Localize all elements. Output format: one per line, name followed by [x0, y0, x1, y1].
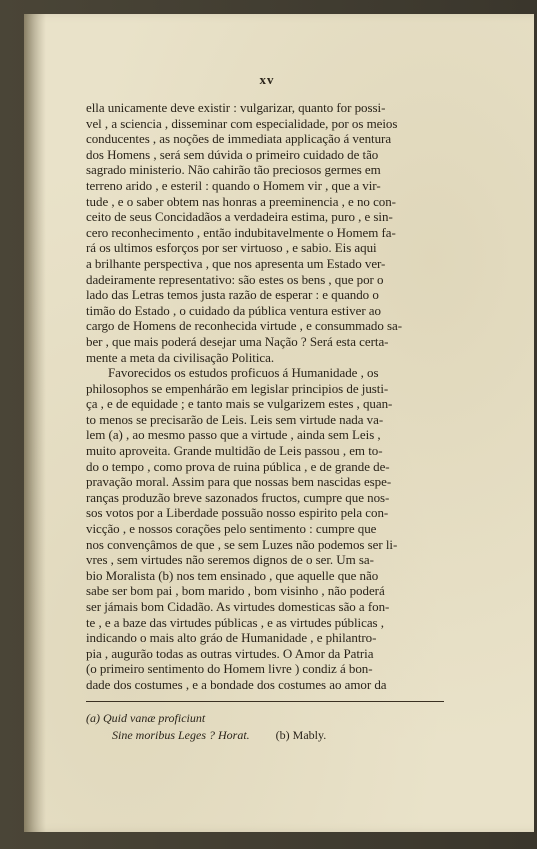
text-line: vicção , e nossos corações pelo sentimento : cumpre que	[86, 521, 377, 537]
footnotes	[86, 710, 442, 744]
text-line: nos convençâmos de que , se sem Luzes não podemos ser li-	[86, 536, 398, 552]
text-line: sagrado ministerio. Não cahirão tão preciosos germes em	[86, 162, 381, 178]
text-line: conducentes , as noções de immediata applicação á ventura	[86, 131, 392, 147]
text-line: rá os ultimos esforços por ser virtuoso , e sabio. Eis aqui	[86, 240, 377, 256]
text-line: lado das Letras temos justa razão de esperar : e quando o	[86, 287, 379, 303]
text-line: cargo de Homens de reconhecida virtude , e consummado sa-	[86, 318, 403, 334]
text-line: ser jámais bom Cidadão. As virtudes domesticas são a fon-	[86, 599, 390, 614]
text-line: (o primeiro sentimento do Homem livre ) condiz á bon-	[86, 661, 373, 677]
text-line: philosophos se empenhárão em legislar principios de justi-	[86, 380, 389, 396]
footnote-a-line1	[86, 710, 442, 727]
footnote-a-line2	[86, 727, 442, 744]
footnote-b: (b) Mably.	[275, 728, 327, 742]
text-line: lem (a) , ao mesmo passo que a virtude , ainda sem Leis ,	[86, 427, 381, 443]
text-line: ella unicamente deve existir : vulgarizar, quanto for possi-	[86, 100, 386, 115]
text-line: sabe ser bom pai , bom marido , bom visinho , não poderá	[86, 583, 385, 599]
text-line: ber , que mais poderá desejar uma Nação ? Será esta certa-	[86, 333, 389, 349]
text-line: mente a meta da civilisação Politica.	[86, 349, 275, 365]
paragraph-start-line: Favorecidos os estudos proficuos á Humanidade , os	[108, 365, 379, 381]
text-line: do o tempo , como prova de ruina pública , e de grande de-	[86, 458, 390, 474]
text-line: ça , e de equidade ; e tanto mais se vulgarizem estes , quan-	[86, 396, 393, 412]
text-line: vel , a sciencia , disseminar com especialidade, por os meios	[86, 115, 398, 131]
text-line: pia , augurão todas as outras virtudes. O Amor da Patria	[86, 645, 374, 661]
text-line: ceito de seus Concidadãos a verdadeira estima, puro , e sin-	[86, 209, 393, 225]
text-line: dadeiramente representativo: são estes os bens , que por o	[86, 271, 384, 287]
footnote-a-text: (a) Quid vanæ proficiunt	[86, 711, 206, 725]
footnote-a-source: Sine moribus Leges ? Horat.	[112, 728, 250, 742]
text-line: sos votos por a Liberdade possuão nosso espirito pela con-	[86, 505, 389, 521]
text-line: a brilhante perspectiva , que nos apresenta um Estado ver-	[86, 255, 386, 271]
body-text	[86, 100, 442, 693]
text-line: pravação moral. Assim para que nossas bem nascidas espe-	[86, 474, 392, 490]
footnote-divider	[86, 701, 444, 702]
page-number: xv	[259, 72, 275, 87]
text-line: to menos se precisarão de Leis. Leis sem virtude nada va-	[86, 411, 384, 427]
text-line: dos Homens , será sem dúvida o primeiro cuidado de tão	[86, 146, 379, 162]
gutter-shadow	[24, 14, 46, 832]
text-line: indicando o mais alto gráo de Humanidade , e philantro-	[86, 630, 377, 646]
text-line: te , e a baze das virtudes públicas , e as virtudes públicas ,	[86, 614, 384, 630]
text-line: dade dos costumes , e a bondade dos costumes ao amor da	[86, 676, 387, 692]
text-line: vres , sem virtudes não seremos dignos de o ser. Um sa-	[86, 552, 374, 568]
text-line: terreno arido , e esteril : quando o Homem vir , que a vir-	[86, 177, 381, 193]
text-line: muito aproveita. Grande multidão de Leis passou , em to-	[86, 443, 383, 459]
text-line: ranças produzão breve sazonados fructos, cumpre que nos-	[86, 489, 390, 505]
text-line: cero reconhecimento , então indubitavelmente o Homem fa-	[86, 224, 396, 240]
text-line: timão do Estado , o cuidado da pública ventura estiver ao	[86, 302, 381, 318]
text-line: bio Moralista (b) nos tem ensinado , que aquelle que não	[86, 567, 379, 583]
text-line: tude , e o saber obtem nas honras a preeminencia , e no con-	[86, 193, 396, 209]
